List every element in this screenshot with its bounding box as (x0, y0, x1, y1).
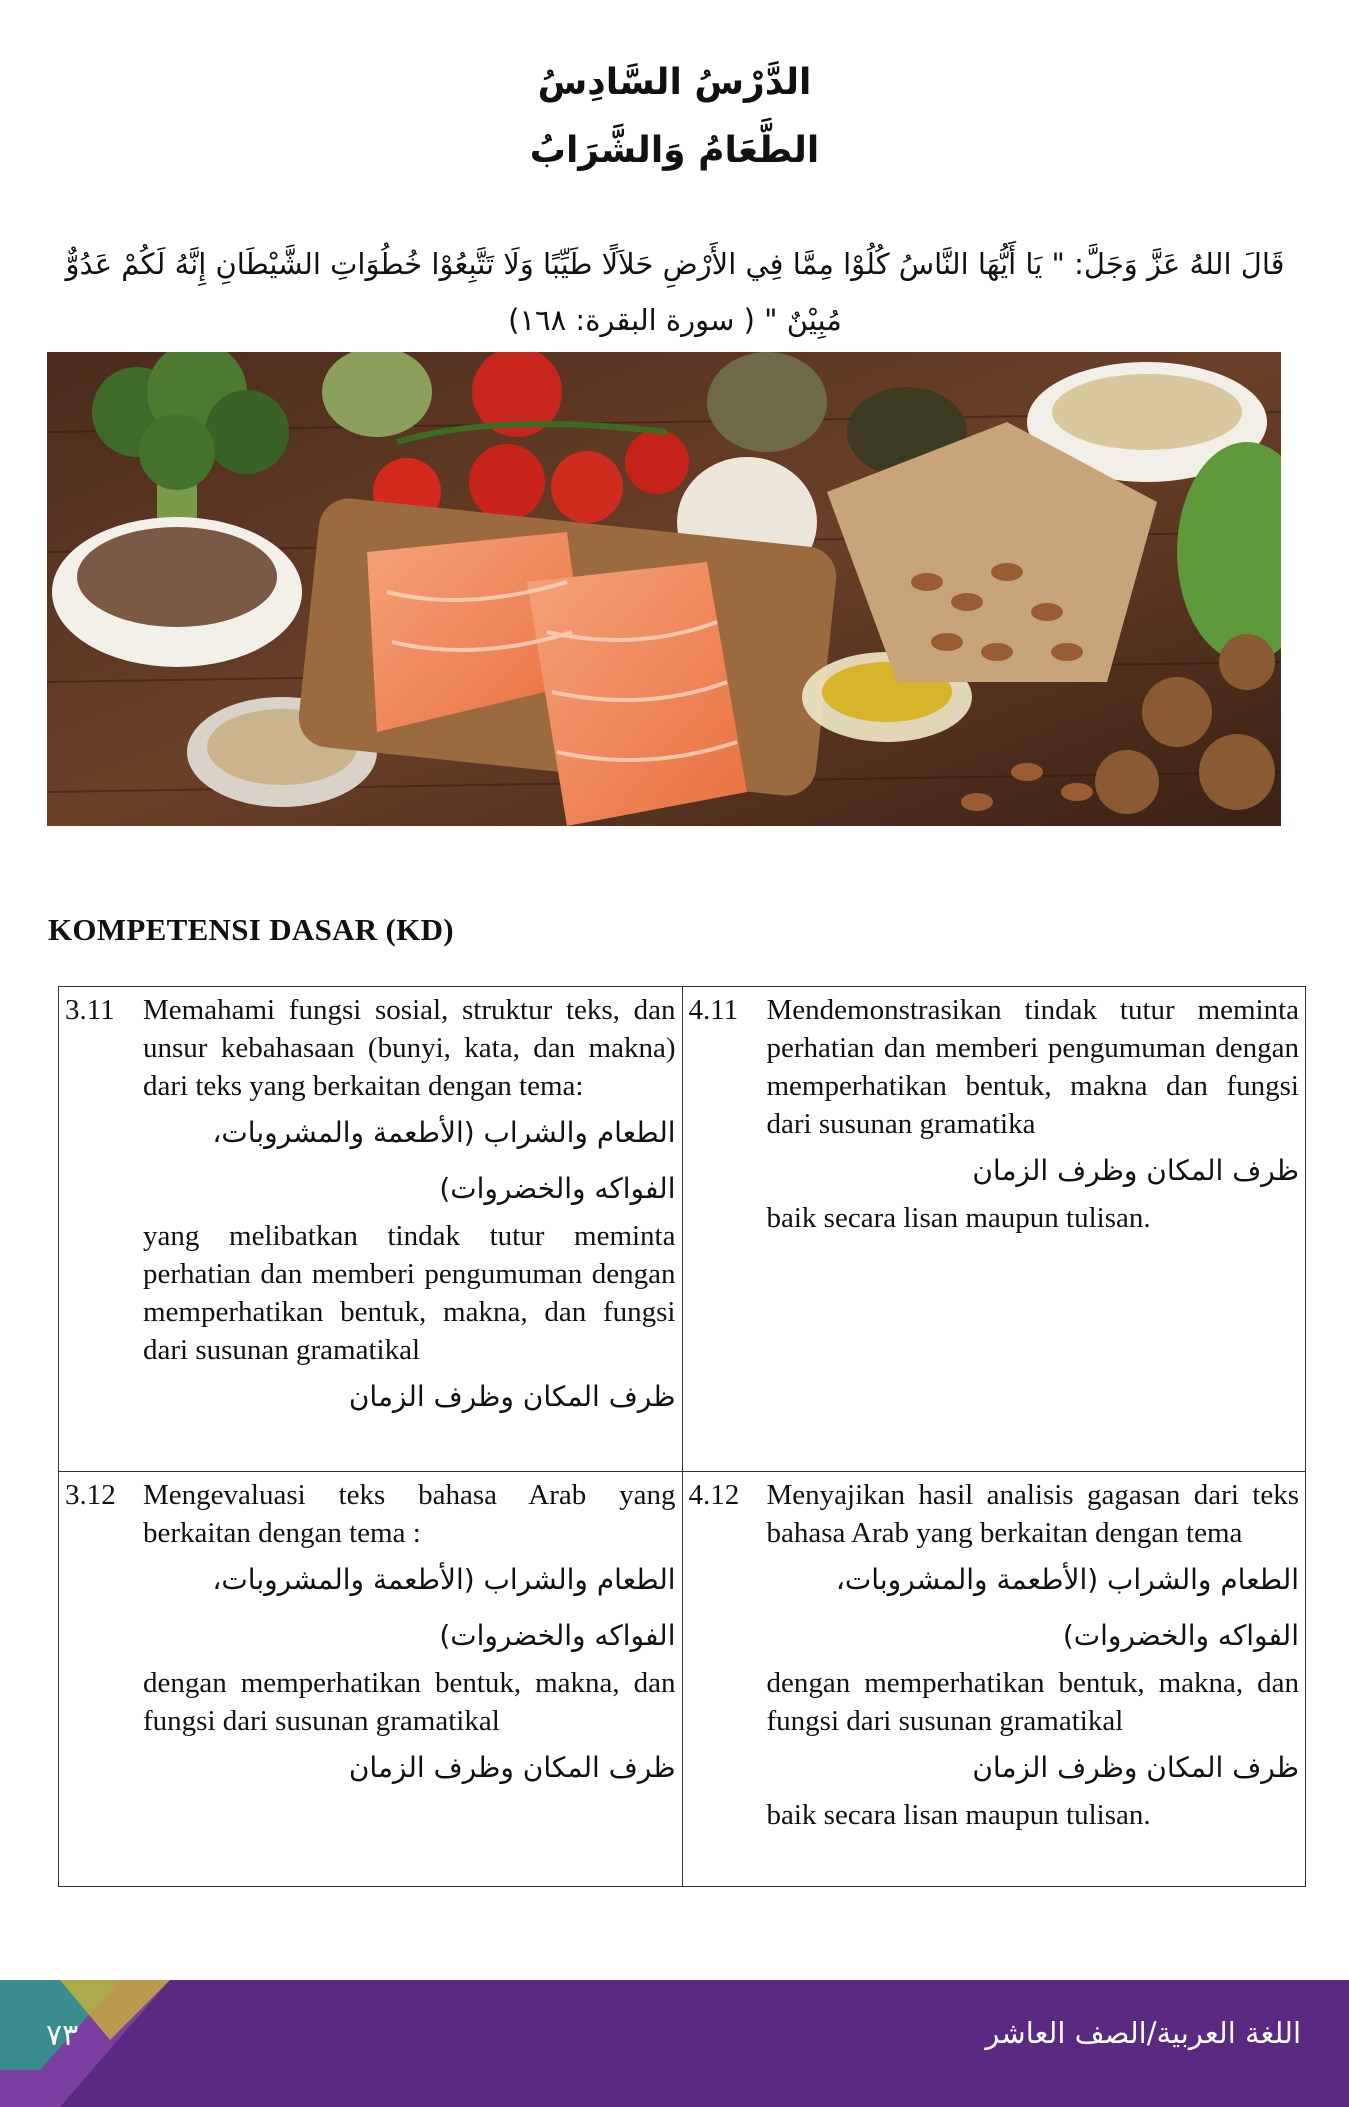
kd-number: 4.11 (688, 994, 739, 1026)
kd-arabic: ظرف المكان وظرف الزمان (972, 1751, 1299, 1784)
kd-number: 4.12 (688, 1479, 740, 1511)
lesson-number-title: الدَّرْسُ السَّادِسُ (537, 62, 812, 103)
kd-arabic: الفواكه والخضروات) (439, 1619, 676, 1652)
kd-arabic: ظرف المكان وظرف الزمان (972, 1154, 1299, 1187)
book-title: اللغة العربية/الصف العاشر (985, 2016, 1301, 2050)
kd-text: Menyajikan hasil analisis gagasan dari teks bahasa Arab yang berkaitan dengan tema (766, 1479, 1299, 1549)
quran-verse (40, 236, 1310, 348)
lesson-topic-title: الطَّعَامُ وَالشَّرَابُ (529, 130, 820, 171)
kd-cell-3-12 (59, 1472, 683, 1887)
page-number: ٧٣ (46, 2018, 79, 2053)
kd-text: yang melibatkan tindak tutur meminta perhatian dan memberi pengumuman dengan memperhatikan bentuk, makna, dan fungsi dari susunan gramatikal (143, 1220, 676, 1366)
kd-arabic: الفواكه والخضروات) (439, 1172, 676, 1205)
kd-text: dengan memperhatikan bentuk, makna, dan fungsi dari susunan gramatikal (143, 1667, 676, 1737)
kd-number: 3.11 (65, 994, 115, 1026)
kd-number: 3.12 (65, 1479, 116, 1511)
kd-cell-4-12 (682, 1472, 1306, 1887)
kd-text: baik secara lisan maupun tulisan. (766, 1202, 1151, 1234)
kd-arabic: الفواكه والخضروات) (1062, 1619, 1299, 1652)
kd-text: Memahami fungsi sosial, struktur teks, dan unsur kebahasaan (bunyi, kata, dan makna) dari teks yang berkaitan dengan tema: (143, 994, 676, 1102)
kd-arabic: ظرف المكان وظرف الزمان (348, 1380, 676, 1413)
kd-arabic: الطعام والشراب (الأطعمة والمشروبات، (212, 1116, 676, 1149)
verse-line-2: مُبِيْنٌ " ( سورة البقرة: ١٦٨) (508, 303, 842, 337)
kd-heading: KOMPETENSI DASAR (KD) (48, 912, 454, 947)
table-row (59, 1472, 1306, 1887)
food-illustration (47, 352, 1281, 826)
kd-arabic: الطعام والشراب (الأطعمة والمشروبات، (835, 1563, 1299, 1596)
kd-cell-3-11 (59, 987, 683, 1472)
kd-cell-4-11 (682, 987, 1306, 1472)
page-footer (0, 1980, 1349, 2107)
table-row (59, 987, 1306, 1472)
food-photo (47, 352, 1281, 826)
kd-text: baik secara lisan maupun tulisan. (766, 1799, 1151, 1831)
verse-line-1: قَالَ اللهُ عَزَّ وَجَلَّ: " يَا أَيُّهَا النَّاسُ كُلُوْا مِمَّا فِي الأَرْضِ حَلاَلًا طَيِّبًا وَلَا تَتَّبِعُوْا خُطُوَاتِ الشَّيْطَانِ إِنَّهُ لَكُمْ عَدُوٌّ (65, 247, 1285, 281)
kd-table (58, 986, 1306, 1887)
footer-decoration (0, 1980, 200, 2107)
kd-text: Mengevaluasi teks bahasa Arab yang berkaitan dengan tema : (143, 1479, 676, 1549)
kd-arabic: ظرف المكان وظرف الزمان (348, 1751, 676, 1784)
kd-text: Mendemonstrasikan tindak tutur meminta perhatian dan memberi pengumuman dengan memperhatikan bentuk, makna dan fungsi dari susunan gramatika (766, 994, 1299, 1140)
kd-text: dengan memperhatikan bentuk, makna, dan fungsi dari susunan gramatikal (766, 1667, 1299, 1737)
kd-arabic: الطعام والشراب (الأطعمة والمشروبات، (212, 1563, 676, 1596)
